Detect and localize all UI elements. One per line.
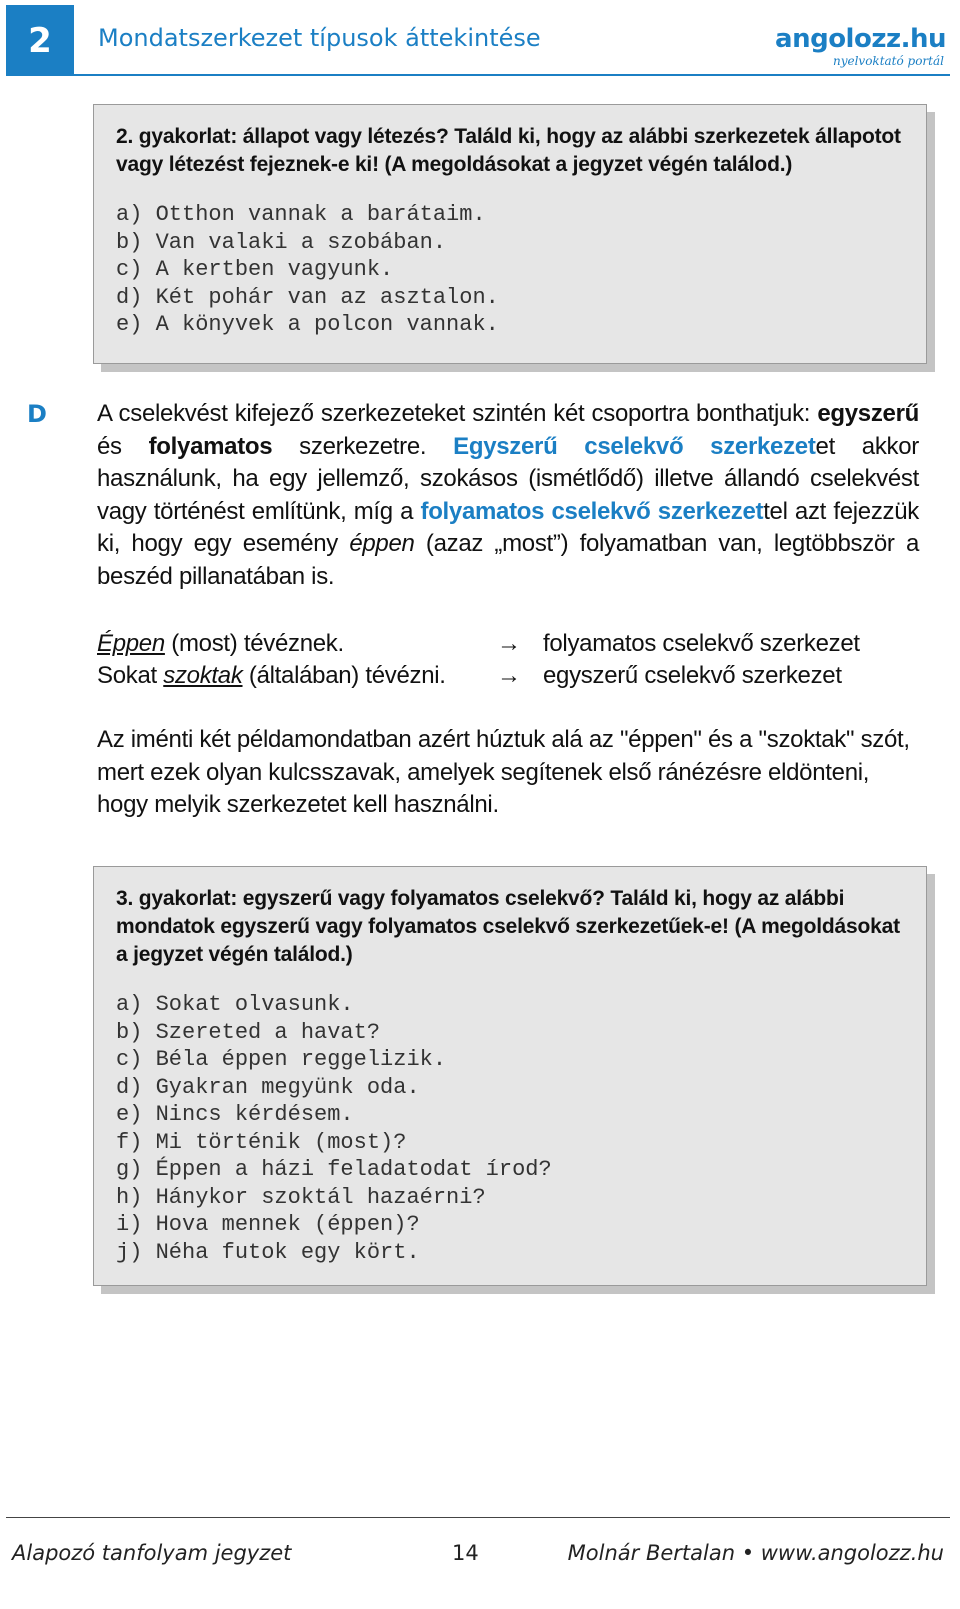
exercise-2-items xyxy=(116,201,904,339)
text-run: szerkezetre. xyxy=(272,432,454,460)
example-row xyxy=(97,628,927,660)
exercise-item: c) Béla éppen reggelizik. xyxy=(116,1047,447,1072)
arrow-icon: → xyxy=(497,630,521,657)
chapter-number-badge: 2 xyxy=(6,5,74,76)
page-number: 14 xyxy=(452,1541,479,1565)
exercise-item: e) Nincs kérdésem. xyxy=(116,1102,354,1127)
exercise-item: g) Éppen a házi feladatodat írod? xyxy=(116,1157,552,1182)
site-logo: angolozz.hu xyxy=(775,24,946,54)
example-sentence xyxy=(97,660,446,692)
footer-divider xyxy=(6,1517,950,1518)
arrow-icon: → xyxy=(497,662,521,689)
exercise-item: b) Van valaki a szobában. xyxy=(116,229,447,255)
keyword-continuous: folyamatos xyxy=(148,432,273,460)
logo-tagline: nyelvoktató portál xyxy=(832,54,944,68)
exercise-item: j) Néha futok egy kört. xyxy=(116,1239,420,1265)
text-run: (általában) tévézni. xyxy=(242,662,446,689)
keyword-simple: egyszerű xyxy=(817,400,919,427)
exercise-2-box xyxy=(93,104,927,364)
exercise-item: h) Hánykor szoktál hazaérni? xyxy=(116,1184,486,1210)
exercise-item: d) Két pohár van az asztalon. xyxy=(116,284,499,310)
exercise-item: c) A kertben vagyunk. xyxy=(116,257,394,282)
section-d-paragraph xyxy=(97,398,919,593)
exercise-3-title: 3. gyakorlat: egyszerű vagy folyamatos cselekvő? Találd ki, hogy az alábbi mondatok egyszerű vagy folyamatos cselekvő szerkezetűek-e! (A megoldásokat a jegyzet végén találod.) xyxy=(116,887,900,966)
exercise-item: a) Otthon vannak a barátaim. xyxy=(116,202,486,227)
exercise-item: a) Sokat olvasunk. xyxy=(116,992,354,1017)
highlight-continuous-structure: folyamatos cselekvő szerkezet xyxy=(420,497,764,525)
exercise-item: b) Szereted a havat? xyxy=(116,1019,381,1045)
structure-label: egyszerű cselekvő szerkezet xyxy=(543,662,842,689)
exercise-item: i) Hova mennek (éppen)? xyxy=(116,1212,420,1237)
page-title: Mondatszerkezet típusok áttekintése xyxy=(98,24,541,52)
underlined-keyword: szoktak xyxy=(163,662,243,689)
text-run: Sokat xyxy=(97,662,164,689)
structure-label: folyamatos cselekvő szerkezet xyxy=(543,630,860,657)
example-row xyxy=(97,660,927,692)
text-run: (most) tévéznek. xyxy=(164,630,344,657)
text-run: tel azt fejezzük ki, hogy egy esemény xyxy=(97,497,919,557)
section-marker-d: D xyxy=(27,400,47,428)
footer-document-title: Alapozó tanfolyam jegyzet xyxy=(12,1541,292,1565)
exercise-item: d) Gyakran megyünk oda. xyxy=(116,1074,420,1100)
header-divider xyxy=(74,74,950,76)
text-run: és xyxy=(97,432,149,460)
highlight-simple-structure: Egyszerű cselekvő szerkezet xyxy=(453,432,816,460)
exercise-3-items xyxy=(116,991,904,1266)
text-run: et akkor használunk, ha egy jellemző, szokásos (ismétlődő) illetve állandó cselekvést vagy történést említünk, míg a xyxy=(97,432,919,525)
exercise-3-box xyxy=(93,866,927,1286)
italic-eppen: éppen xyxy=(349,530,415,557)
text-run: (azaz „most”) folyamatban van, legtöbbször a beszéd pillanatában is. xyxy=(97,530,919,590)
text-run: A cselekvést kifejező szerkezeteket szintén két csoportra bonthatjuk: xyxy=(97,400,818,427)
exercise-2-title: 2. gyakorlat: állapot vagy létezés? Találd ki, hogy az alábbi szerkezetek állapotot vagy létezést fejeznek-e ki! (A megoldásokat a jegyzet végén találod.) xyxy=(116,125,901,176)
example-sentence xyxy=(97,628,344,660)
exercise-item: f) Mi történik (most)? xyxy=(116,1129,407,1155)
underlined-keyword: Éppen xyxy=(97,630,165,657)
explanation-paragraph: Az iménti két példamondatban azért húztuk alá az "éppen" és a "szoktak" szót, mert ezek olyan kulcsszavak, amelyek segítenek első ránézésre eldönteni, hogy melyik szerkezetet kell használni. xyxy=(97,726,910,818)
exercise-item: e) A könyvek a polcon vannak. xyxy=(116,312,499,337)
footer-author: Molnár Bertalan • www.angolozz.hu xyxy=(567,1541,944,1565)
